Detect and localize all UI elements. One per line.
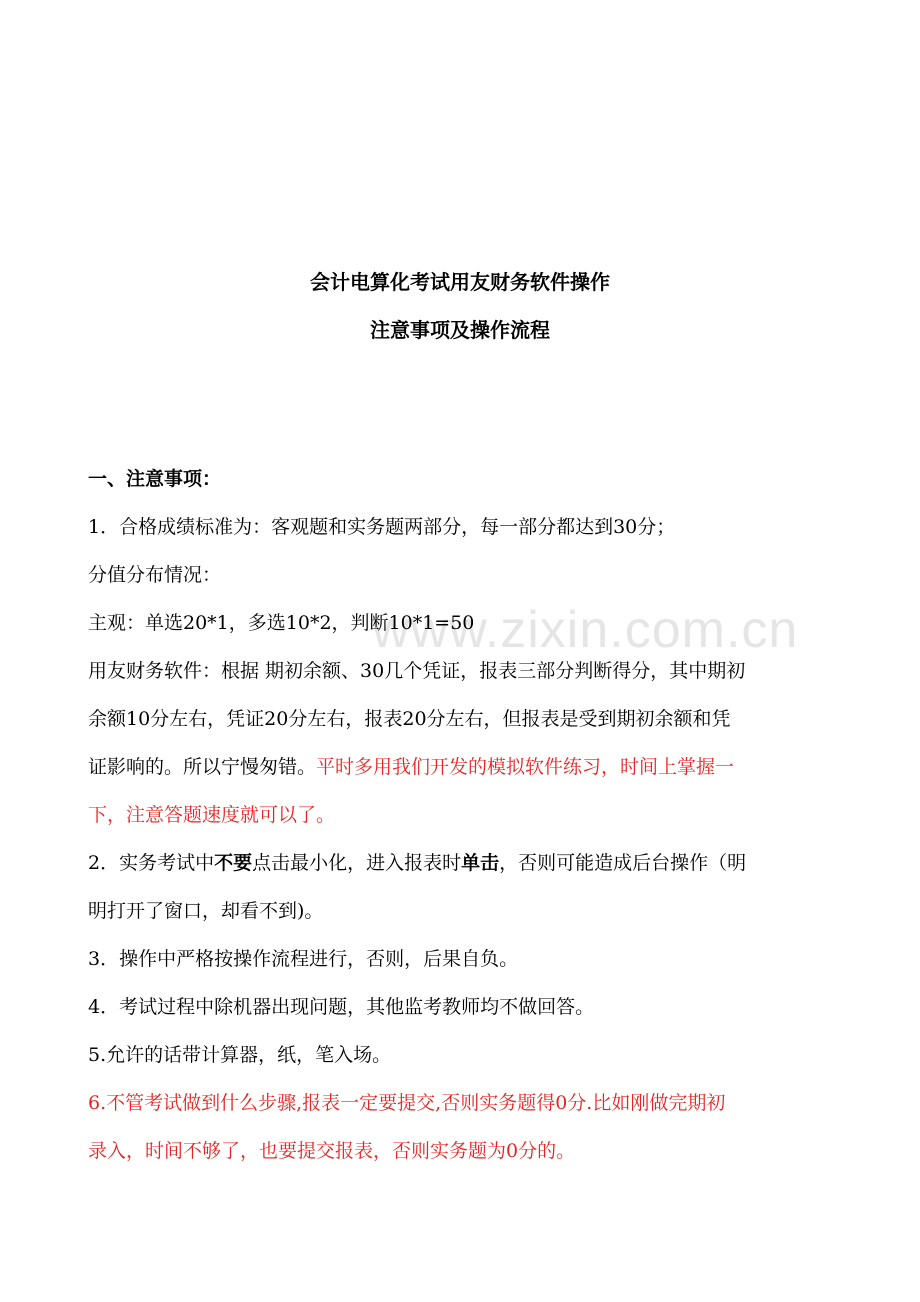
item-4: 4．考试过程中除机器出现问题，其他监考教师均不做回答。 [88,996,595,1018]
item-1-pass-standard: 1．合格成绩标准为：客观题和实务题两部分，每一部分都达到30分； [88,516,676,538]
software-score-line-4: 下，注意答题速度就可以了。 [88,804,336,826]
item-3: 3．操作中严格按操作流程进行，否则，后果自负。 [88,948,519,970]
item-2-part-e: ，否则可能造成后台操作（明 [499,852,747,874]
software-score-line-2: 余额10分左右，凭证20分左右，报表20分左右，但报表是受到期初余额和凭 [88,708,731,730]
item-2-emphasis-dont: 不要 [214,852,253,874]
item-6-line-2: 录入，时间不够了，也要提交报表，否则实务题为0分的。 [88,1140,576,1162]
section-heading: 一、注意事项： [88,468,222,490]
item-2-emphasis-click: 单击 [461,852,500,874]
item-2-line-2: 明打开了窗口，却看不到)。 [88,900,324,922]
software-note-red: 平时多用我们开发的模拟软件练习，时间上掌握一 [316,756,735,778]
item-2-part-c: 点击最小化，进入报表时 [252,852,462,874]
item-2-part-a: 2．实务考试中 [88,852,215,874]
subjective-score-line: 主观：单选20*1，多选10*2，判断10*1=50 [88,612,475,634]
score-distribution-label: 分值分布情况： [88,564,222,586]
software-score-line-3 [88,743,843,791]
software-note-black: 证影响的。所以宁慢匆错。 [88,756,317,778]
document-subtitle: 注意事项及操作流程 [370,318,550,342]
item-6-line-1: 6.不管考试做到什么步骤,报表一定要提交,否则实务题得0分.比如刚做完期初 [88,1092,726,1114]
item-2-line-1 [88,839,843,887]
item-5: 5.允许的话带计算器，纸，笔入场。 [88,1044,392,1066]
watermark-text: www.zixin.com.cn [372,601,799,659]
software-score-line-1: 用友财务软件：根据 期初余额、30几个凭证，报表三部分判断得分，其中期初 [88,660,746,682]
document-title: 会计电算化考试用友财务软件操作 [310,270,610,294]
document-body [88,455,843,1175]
